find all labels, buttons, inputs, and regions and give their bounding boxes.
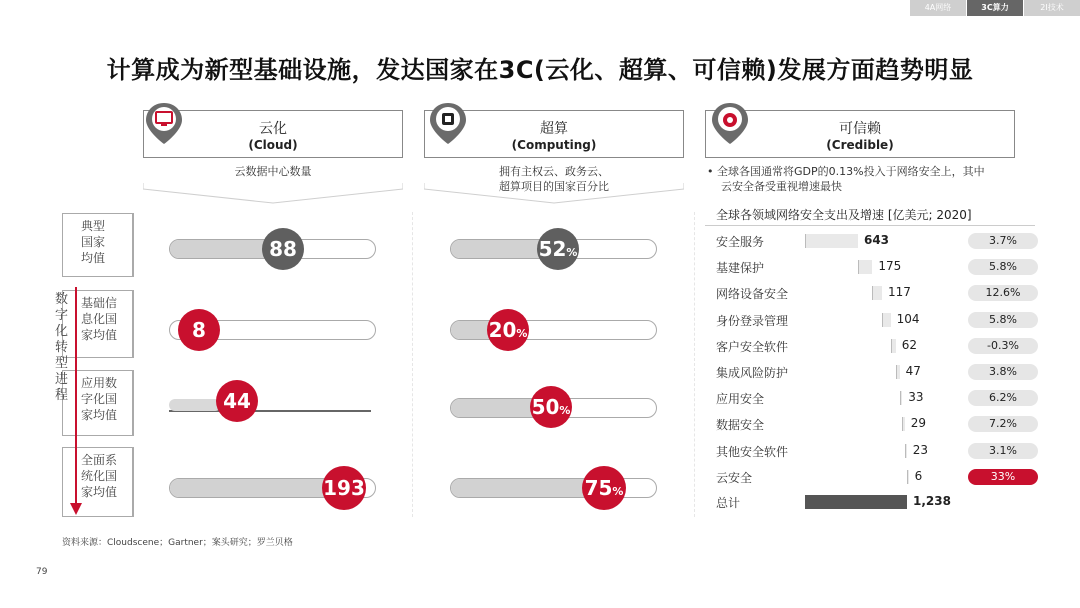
waterfall-bar bbox=[891, 339, 896, 353]
computing-desc-line2: 超算项目的国家百分比 bbox=[499, 180, 609, 193]
waterfall-bar bbox=[902, 417, 904, 431]
waterfall-value: 29 bbox=[910, 416, 926, 431]
cloud-header-name: 云化 bbox=[259, 121, 287, 137]
waterfall-value: 47 bbox=[905, 364, 921, 378]
computing-value-number: 75 bbox=[584, 476, 613, 500]
waterfall-bar bbox=[896, 365, 900, 379]
cloud-desc: 云数据中心数量 bbox=[234, 165, 312, 178]
waterfall-label: 云安全 bbox=[716, 470, 753, 485]
row-label-line: 典型 bbox=[81, 219, 106, 233]
computing-fold bbox=[424, 183, 684, 205]
column-divider bbox=[412, 212, 413, 517]
computing-fill bbox=[451, 479, 601, 497]
cloud-header-en: (Cloud) bbox=[248, 138, 298, 152]
tab-3c-compute[interactable]: 3C算力 bbox=[966, 0, 1023, 16]
waterfall-bar bbox=[882, 313, 891, 327]
row-label-line: 基础信 bbox=[81, 296, 118, 310]
tab-2i-tech[interactable]: 2I技术 bbox=[1023, 0, 1080, 16]
computing-value-number: 20 bbox=[488, 318, 517, 342]
waterfall-value: 6 bbox=[914, 468, 923, 483]
percent-sign: % bbox=[566, 246, 578, 259]
computing-track-basic bbox=[450, 320, 657, 340]
cloud-value-typical: 88 bbox=[262, 228, 304, 270]
waterfall-value: 1,238 bbox=[913, 494, 951, 508]
growth-pill: 3.8% bbox=[968, 364, 1038, 380]
section-nav bbox=[909, 0, 1080, 16]
waterfall-bar bbox=[905, 444, 907, 458]
page-number: 79 bbox=[36, 567, 48, 577]
computing-value-typical bbox=[537, 228, 579, 270]
monitor-icon bbox=[140, 99, 188, 147]
waterfall-bar bbox=[872, 286, 882, 300]
waterfall-value: 62 bbox=[901, 337, 917, 352]
computing-value-systemic bbox=[582, 466, 626, 510]
growth-pill: 33% bbox=[968, 469, 1038, 485]
waterfall-value: 104 bbox=[896, 311, 920, 326]
row-label-line: 统化国 bbox=[81, 469, 118, 483]
waterfall-label: 集成风险防护 bbox=[716, 366, 789, 380]
cloud-fill bbox=[170, 479, 340, 497]
waterfall-label: 数据安全 bbox=[716, 418, 765, 433]
credible-header-en: (Credible) bbox=[826, 138, 894, 152]
computing-header-en: (Computing) bbox=[511, 138, 597, 152]
waterfall-label: 其他安全软件 bbox=[716, 444, 789, 459]
chart-title: 全球各领域网络安全支出及增速 [亿美元; 2020] bbox=[716, 208, 972, 222]
waterfall-label: 应用安全 bbox=[716, 392, 765, 407]
waterfall-total-bar bbox=[805, 495, 907, 509]
waterfall-total-label: 总计 bbox=[716, 496, 741, 510]
credible-bullet-text: 全球各国通常将GDP的0.13%投入于网络安全上，其中 bbox=[717, 165, 985, 178]
row-label-line: 均值 bbox=[81, 251, 106, 265]
growth-pill: 3.7% bbox=[968, 233, 1038, 249]
growth-pill: 6.2% bbox=[968, 390, 1038, 406]
waterfall-bar bbox=[858, 260, 872, 274]
side-label: 数字化转型进程 bbox=[55, 292, 69, 403]
row-label-typical bbox=[62, 213, 134, 277]
growth-pill: -0.3% bbox=[968, 338, 1038, 354]
credible-bullet-line1 bbox=[707, 164, 1022, 179]
waterfall-bar bbox=[907, 470, 909, 484]
row-label-line: 应用数 bbox=[81, 376, 118, 390]
shield-cloud-icon bbox=[706, 99, 754, 147]
tab-4a-network[interactable]: 4A网络 bbox=[909, 0, 966, 16]
row-label-line: 家均值 bbox=[81, 328, 118, 342]
waterfall-label: 基建保护 bbox=[716, 261, 765, 276]
percent-sign: % bbox=[516, 327, 528, 340]
growth-pill: 5.8% bbox=[968, 259, 1038, 275]
waterfall-label: 安全服务 bbox=[716, 235, 765, 249]
growth-pill: 3.1% bbox=[968, 443, 1038, 459]
waterfall-label: 身份登录管理 bbox=[716, 313, 789, 328]
row-label-line: 全面系 bbox=[81, 453, 118, 467]
row-label-line: 国家 bbox=[81, 235, 106, 249]
row-label-line: 息化国 bbox=[81, 312, 118, 326]
computing-desc-line1: 拥有主权云、政务云、 bbox=[499, 165, 609, 178]
cloud-fold bbox=[143, 183, 403, 205]
slide-title: 计算成为新型基础设施，发达国家在3C(云化、超算、可信赖)发展方面趋势明显 bbox=[106, 56, 974, 84]
row-label-line: 家均值 bbox=[81, 408, 118, 422]
chip-icon bbox=[424, 99, 472, 147]
column-divider bbox=[694, 212, 695, 517]
waterfall-value: 23 bbox=[912, 442, 928, 457]
computing-value-basic bbox=[487, 309, 529, 351]
waterfall-value: 643 bbox=[863, 233, 890, 247]
cloud-value-applied: 44 bbox=[216, 380, 258, 422]
cloud-fill bbox=[169, 399, 221, 411]
growth-pill: 5.8% bbox=[968, 312, 1038, 328]
waterfall-value: 33 bbox=[908, 390, 924, 405]
growth-pill: 12.6% bbox=[968, 285, 1038, 301]
percent-sign: % bbox=[612, 485, 624, 498]
progress-arrow bbox=[70, 287, 82, 515]
chart-rule bbox=[705, 225, 1035, 226]
credible-header-name: 可信赖 bbox=[839, 121, 881, 137]
cloud-value-basic: 8 bbox=[178, 309, 220, 351]
computing-value-applied bbox=[530, 386, 572, 428]
computing-value-number: 52 bbox=[538, 237, 567, 261]
waterfall-value: 175 bbox=[878, 259, 902, 274]
computing-value-number: 50 bbox=[531, 395, 560, 419]
waterfall-value: 117 bbox=[888, 285, 911, 300]
bullet-dot: • bbox=[707, 165, 714, 178]
waterfall-label: 客户安全软件 bbox=[716, 339, 789, 354]
waterfall-label: 网络设备安全 bbox=[716, 287, 789, 302]
computing-header-name: 超算 bbox=[540, 121, 568, 137]
row-label-line: 家均值 bbox=[81, 485, 118, 499]
credible-bullet bbox=[707, 164, 1022, 194]
credible-bullet-line2: 云安全备受重视增速最快 bbox=[721, 180, 842, 193]
cloud-value-systemic: 193 bbox=[322, 466, 366, 510]
waterfall-bar bbox=[805, 234, 858, 248]
growth-pill: 7.2% bbox=[968, 416, 1038, 432]
row-label-line: 字化国 bbox=[81, 392, 118, 406]
percent-sign: % bbox=[559, 404, 571, 417]
source-note: 资料来源：Cloudscene；Gartner；案头研究；罗兰贝格 bbox=[62, 538, 293, 548]
waterfall-bar bbox=[900, 391, 903, 405]
